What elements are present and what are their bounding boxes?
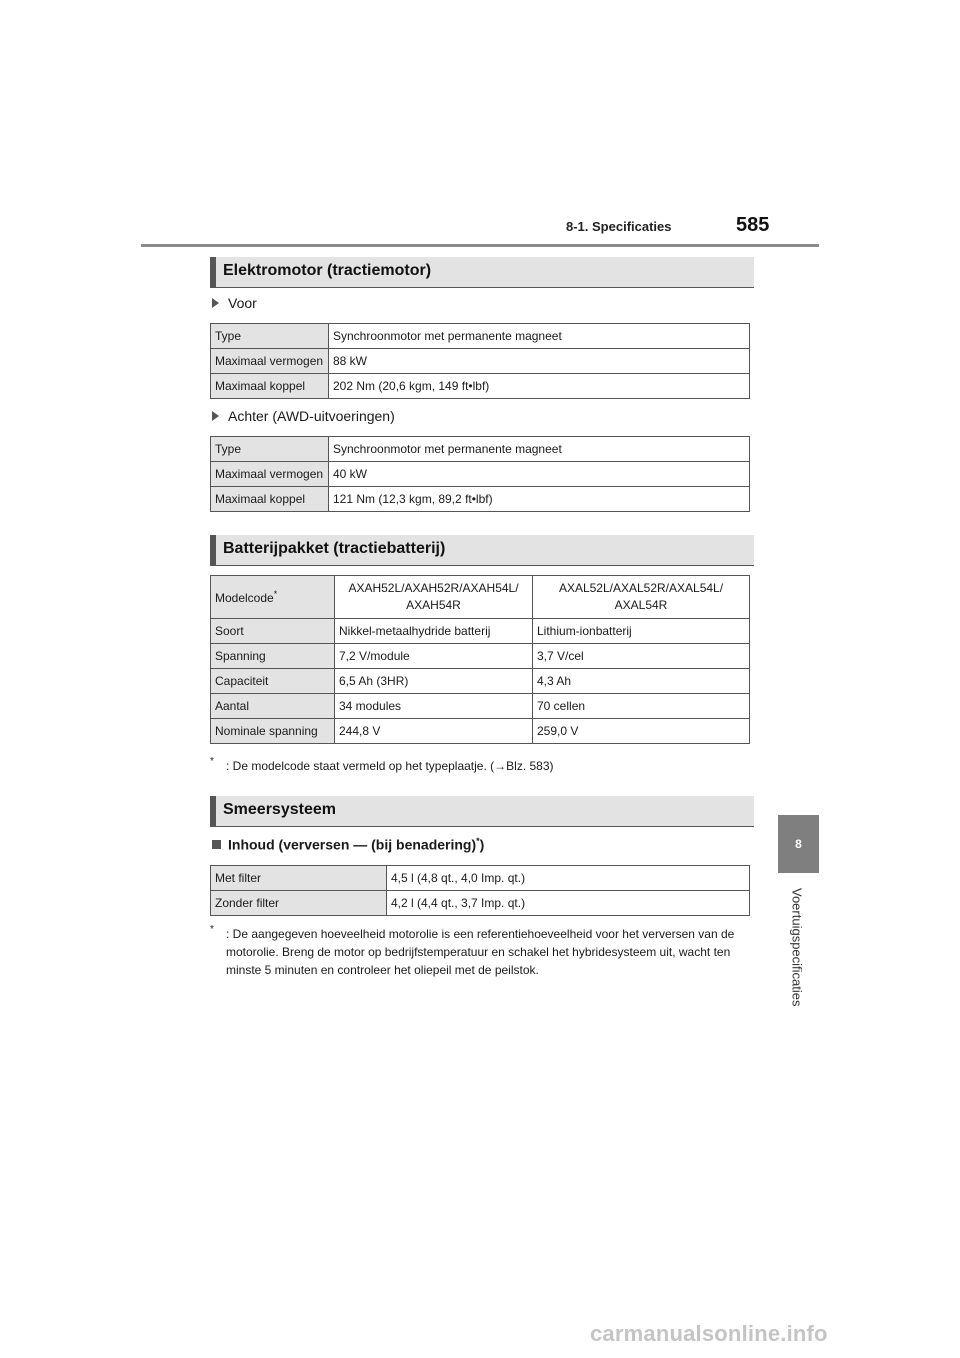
row-value: Synchroonmotor met permanente magneet (329, 324, 750, 349)
front-motor-label-text: Voor (228, 295, 257, 311)
table-row (211, 644, 750, 669)
table-row (211, 374, 750, 399)
battery-heading (210, 535, 754, 566)
row-value: 4,3 Ah (533, 669, 750, 694)
battery-footnote (210, 757, 755, 775)
row-value: 40 kW (329, 462, 750, 487)
row-label: Met filter (211, 866, 387, 891)
page-number: 585 (736, 214, 770, 236)
square-bullet-icon (212, 840, 221, 849)
row-label: Maximaal vermogen (211, 462, 329, 487)
front-motor-table (210, 323, 750, 399)
rear-motor-table (210, 436, 750, 512)
row-value: 7,2 V/module (335, 644, 533, 669)
lubrication-table (210, 865, 750, 916)
table-row (211, 891, 750, 916)
footnote-mark: * (476, 836, 480, 846)
row-value: 34 modules (335, 694, 533, 719)
row-value: 4,5 l (4,8 qt., 4,0 Imp. qt.) (387, 866, 750, 891)
battery-table (210, 575, 750, 744)
table-row (211, 719, 750, 744)
capacity-subheading-text: Inhoud (verversen — (bij benadering) (228, 836, 477, 853)
watermark: carmanualsonline.info (590, 1321, 828, 1346)
model-code-col2: AXAL52L/AXAL52R/AXAL54L/ AXAL54R (533, 576, 750, 619)
row-label: Maximaal koppel (211, 374, 329, 399)
header-rule (141, 244, 819, 247)
model-code-label: Modelcode* (211, 576, 335, 619)
row-value: 4,2 l (4,4 qt., 3,7 Imp. qt.) (387, 891, 750, 916)
row-value: 202 Nm (20,6 kgm, 149 ft•lbf) (329, 374, 750, 399)
table-row (211, 437, 750, 462)
footnote-mark: * (210, 756, 214, 767)
row-label: Soort (211, 619, 335, 644)
chapter-label: Voertuigspecificaties (789, 888, 805, 1007)
capacity-subheading (212, 836, 484, 853)
row-label: Spanning (211, 644, 335, 669)
row-value: 259,0 V (533, 719, 750, 744)
triangle-bullet-icon (212, 298, 219, 308)
row-value: Synchroonmotor met permanente magneet (329, 437, 750, 462)
table-row (211, 694, 750, 719)
table-row (211, 487, 750, 512)
front-motor-label (212, 295, 257, 311)
row-value: Lithium-ionbatterij (533, 619, 750, 644)
battery-heading-text: Batterijpakket (tractiebatterij) (223, 540, 446, 557)
electric-motor-heading-text: Elektromotor (tractiemotor) (223, 262, 432, 279)
row-label: Nominale spanning (211, 719, 335, 744)
table-row (211, 866, 750, 891)
rear-motor-label (212, 408, 395, 424)
table-row (211, 349, 750, 374)
row-value: 244,8 V (335, 719, 533, 744)
row-label: Aantal (211, 694, 335, 719)
lubrication-heading-text: Smeersysteem (223, 801, 336, 818)
heading-bar (210, 535, 216, 565)
battery-footnote-text: : De modelcode staat vermeld op het typeplaatje. (→Blz. 583) (226, 759, 554, 773)
table-row (211, 619, 750, 644)
table-header-row (211, 576, 750, 619)
row-value: 121 Nm (12,3 kgm, 89,2 ft•lbf) (329, 487, 750, 512)
row-label: Capaciteit (211, 669, 335, 694)
row-value: 88 kW (329, 349, 750, 374)
rear-motor-label-text: Achter (AWD-uitvoeringen) (228, 408, 395, 424)
lubrication-footnote-text: : De aangegeven hoeveelheid motorolie is een referentiehoeveelheid voor het verversen van de motorolie. Breng de motor op bedrijfstemperatuur en schakel het hybridesysteem uit, wacht ten minste 5 minuten en controleer het oliepeil met de peilstok. (226, 927, 735, 977)
row-label: Maximaal vermogen (211, 349, 329, 374)
row-value: 6,5 Ah (3HR) (335, 669, 533, 694)
footnote-mark: * (210, 924, 214, 935)
row-label: Type (211, 324, 329, 349)
row-label: Type (211, 437, 329, 462)
row-label: Maximaal koppel (211, 487, 329, 512)
model-code-col1: AXAH52L/AXAH52R/AXAH54L/ AXAH54R (335, 576, 533, 619)
chapter-tab: 8 (778, 815, 819, 873)
table-row (211, 462, 750, 487)
triangle-bullet-icon (212, 411, 219, 421)
lubrication-footnote (210, 925, 755, 979)
row-value: 70 cellen (533, 694, 750, 719)
heading-bar (210, 796, 216, 826)
lubrication-heading (210, 796, 754, 827)
row-value: Nikkel-metaalhydride batterij (335, 619, 533, 644)
row-value: 3,7 V/cel (533, 644, 750, 669)
electric-motor-heading (210, 257, 754, 288)
row-label: Zonder filter (211, 891, 387, 916)
table-row (211, 324, 750, 349)
heading-bar (210, 257, 216, 287)
capacity-subheading-close: ) (479, 836, 485, 853)
table-row (211, 669, 750, 694)
section-title: 8-1. Specificaties (566, 219, 672, 234)
